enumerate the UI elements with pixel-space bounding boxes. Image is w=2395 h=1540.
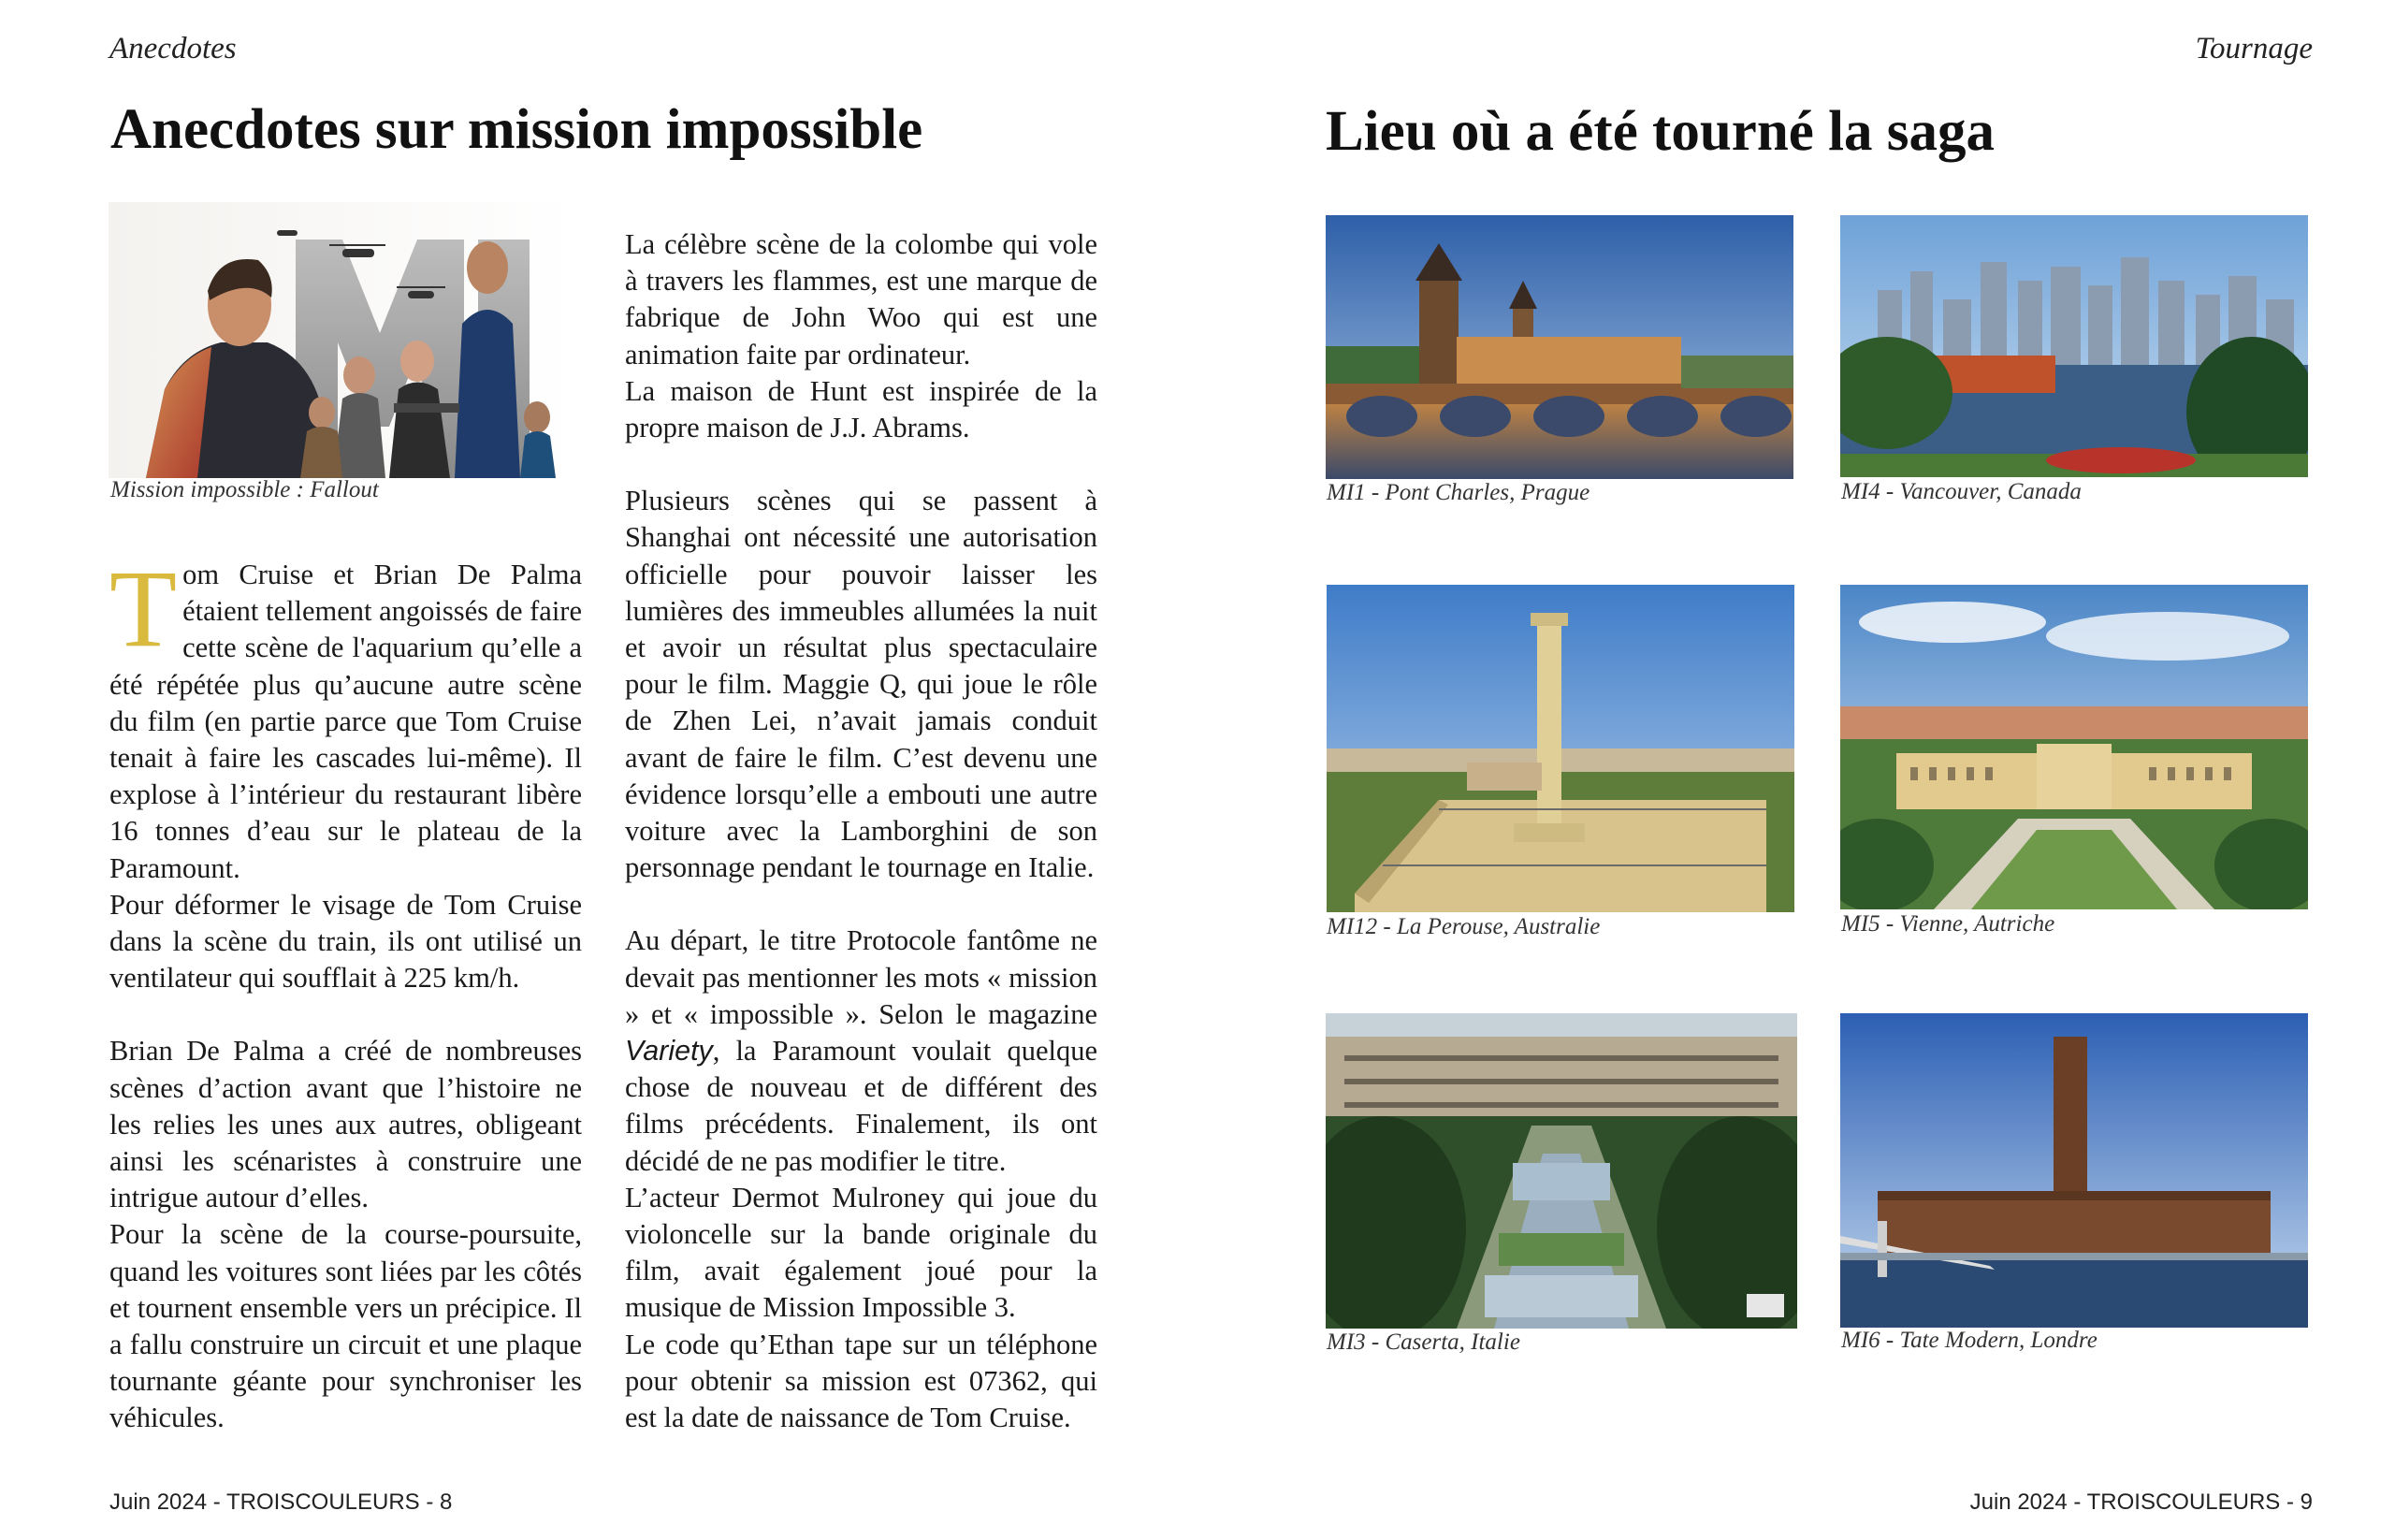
paragraph: Au départ, le titre Protocole fantôme ne devait pas mentionner les mots « mission » et « impossible ». Selon le magazine Variety, la Paramount voulait quelque chose de nouveau et de différent des films précédents. Finalement, ils ont décidé de ne pas modifier le titre. xyxy=(625,924,1097,1177)
photo-la-perouse xyxy=(1327,585,1794,912)
palace-garden-photo-icon xyxy=(1326,1013,1797,1329)
photo-caption: MI5 - Vienne, Autriche xyxy=(1841,911,2055,937)
paragraph: Pour déformer le visage de Tom Cruise dans la scène du train, ils ont utilisé un ventilateur qui soufflait à 225 km/h. xyxy=(109,888,582,995)
paragraph: Plusieurs scènes qui se passent à Shanghai ont nécessité une autorisation officielle pour pouvoir laisser les lumières des immeubles allumées la nuit et avoir un résultat plus spectaculaire pour le film. Maggie Q, qui joue le rôle de Zhen Lei, n’avait jamais conduit avant de faire le film. C’est devenu une évidence lorsqu’elle a embouti une autre voiture avec la Lamborghini de son personnage pendant le tournage en Italie. xyxy=(625,485,1097,884)
article-title-left: Anecdotes sur mission impossible xyxy=(110,98,923,161)
column-monument-photo-icon xyxy=(1327,585,1794,912)
article-title-right: Lieu où a été tourné la saga xyxy=(1326,100,1996,163)
poster-image xyxy=(109,202,576,478)
article-column-1 xyxy=(109,547,582,1437)
article-column-2 xyxy=(625,226,1097,1436)
photo-caption: MI4 - Vancouver, Canada xyxy=(1841,479,2082,504)
photo-vienne xyxy=(1840,585,2308,909)
skyline-photo-icon xyxy=(1840,215,2308,477)
paragraph: L’acteur Dermot Mulroney qui joue du violoncelle sur la bande originale du film, avait également joué pour la musique de Mission Impossible 3. xyxy=(625,1181,1097,1324)
palace-photo-icon xyxy=(1840,585,2308,909)
bridge-photo-icon xyxy=(1326,215,1793,479)
museum-photo-icon xyxy=(1840,1013,2308,1328)
footer-left: Juin 2024 - TROISCOULEURS - 8 xyxy=(109,1489,453,1515)
paragraph: Le code qu’Ethan tape sur un téléphone pour obtenir sa mission est 07362, qui est la date de naissance de Tom Cruise. xyxy=(625,1328,1097,1434)
paragraph: La célèbre scène de la colombe qui vole à travers les flammes, est une marque de fabrique de John Woo qui est une animation faite par ordinateur. xyxy=(625,228,1097,370)
photo-caption: MI1 - Pont Charles, Prague xyxy=(1327,480,1590,505)
footer-right: Juin 2024 - TROISCOULEURS - 9 xyxy=(1969,1489,2313,1515)
photo-caption: MI12 - La Perouse, Australie xyxy=(1327,914,1601,939)
running-head-left: Anecdotes xyxy=(109,32,237,65)
paragraph: Brian De Palma a créé de nombreuses scènes d’action avant que l’histoire ne les relies les unes aux autres, obligeant ainsi les scénaristes à construire une intrigue autour d’elles. xyxy=(109,1035,582,1214)
photo-tate-modern xyxy=(1840,1013,2308,1328)
photo-prague xyxy=(1326,215,1793,479)
drop-cap: T xyxy=(109,547,178,670)
paragraph: Pour la scène de la course-poursuite, quand les voitures sont liées par les côtés et tournent ensemble vers un précipice. Il a fallu construire un circuit et une plaque tournante géante pour synchroniser les véhicules. xyxy=(109,1218,582,1434)
photo-caserta xyxy=(1326,1013,1797,1329)
paragraph: La maison de Hunt est inspirée de la propre maison de J.J. Abrams. xyxy=(625,374,1097,444)
photo-vancouver xyxy=(1840,215,2308,477)
paragraph: Tom Cruise et Brian De Palma étaient tellement angoissés de faire cette scène de l'aquarium qu’elle a été répétée plus qu’aucune autre scène du film (en partie parce que Tom Cruise tenait à faire les cascades lui-même). Il explose à l’intérieur du restaurant libère 16 tonnes d’eau sur le plateau de la Paramount. xyxy=(109,547,582,884)
poster-caption: Mission impossible : Fallout xyxy=(110,477,379,502)
running-head-right: Tournage xyxy=(2195,32,2313,65)
photo-caption: MI6 - Tate Modern, Londre xyxy=(1841,1328,2097,1353)
magazine-name: Variety xyxy=(625,1035,713,1068)
movie-poster-icon xyxy=(109,202,576,478)
photo-caption: MI3 - Caserta, Italie xyxy=(1327,1329,1520,1355)
